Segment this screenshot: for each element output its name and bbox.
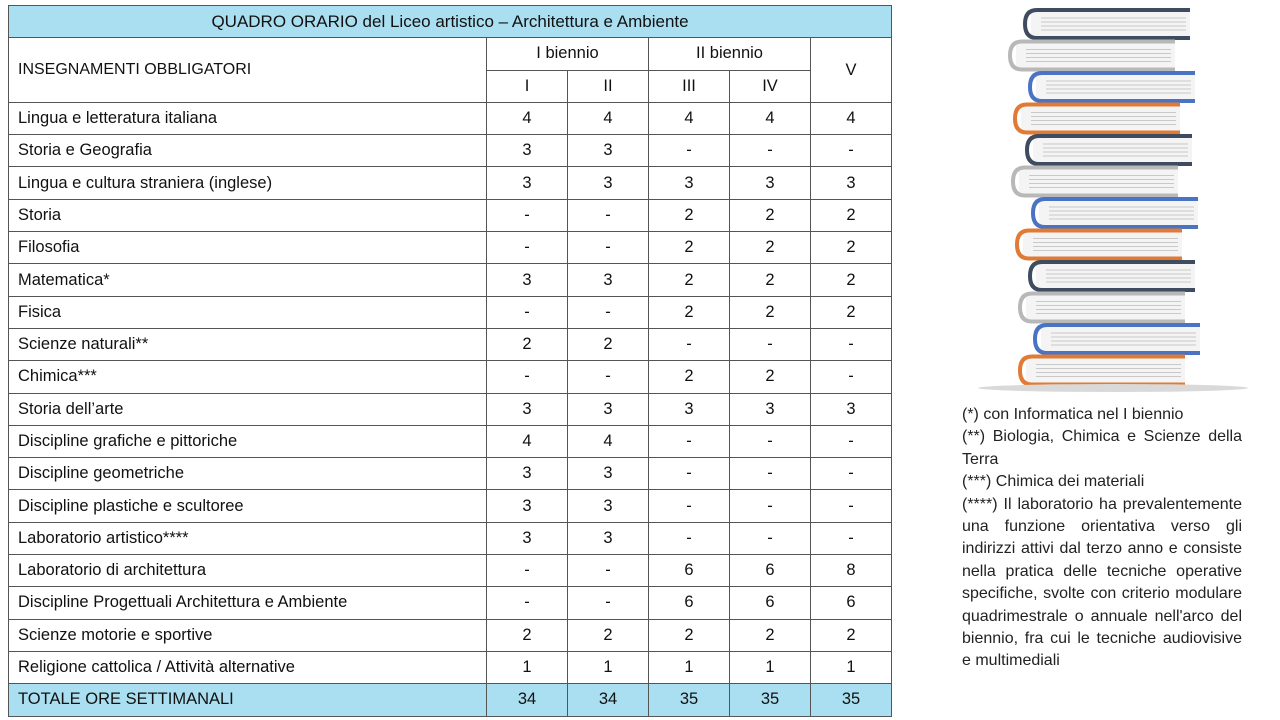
year-header-iii: III [649, 70, 730, 102]
table-row [9, 651, 892, 683]
hours-cell: 3 [568, 135, 649, 167]
hours-cell: - [811, 135, 892, 167]
hours-cell: 4 [487, 102, 568, 134]
hours-cell: - [730, 135, 811, 167]
table-row [9, 619, 892, 651]
total-row [9, 684, 892, 716]
table-row [9, 555, 892, 587]
hours-cell: 2 [811, 199, 892, 231]
footnotes [962, 404, 1242, 673]
subject-cell: Fisica [9, 296, 487, 328]
hours-cell: - [730, 522, 811, 554]
subject-cell: Matematica* [9, 264, 487, 296]
hours-cell: - [487, 361, 568, 393]
hours-cell: 2 [568, 328, 649, 360]
hours-cell: 2 [649, 264, 730, 296]
table-row [9, 102, 892, 134]
hours-cell: 3 [568, 522, 649, 554]
hours-cell: - [568, 361, 649, 393]
hours-cell: - [649, 490, 730, 522]
hours-cell: - [730, 328, 811, 360]
hours-cell: - [487, 296, 568, 328]
hours-cell: - [568, 232, 649, 264]
hours-cell: - [730, 490, 811, 522]
hours-cell: 2 [568, 619, 649, 651]
hours-cell: - [811, 328, 892, 360]
hours-cell: 8 [811, 555, 892, 587]
year-header-ii: II [568, 70, 649, 102]
hours-cell: 3 [487, 522, 568, 554]
hours-cell: 1 [568, 651, 649, 683]
hours-cell: 3 [568, 490, 649, 522]
subject-cell: Scienze motorie e sportive [9, 619, 487, 651]
hours-cell: 3 [568, 458, 649, 490]
hours-cell: - [649, 135, 730, 167]
hours-cell: 3 [487, 458, 568, 490]
hours-cell: 2 [649, 232, 730, 264]
hours-cell: - [568, 199, 649, 231]
hours-cell: 3 [730, 393, 811, 425]
hours-cell: - [649, 425, 730, 457]
hours-cell: 6 [730, 587, 811, 619]
hours-cell: 2 [811, 232, 892, 264]
hours-cell: - [811, 458, 892, 490]
footnote: (****) Il laboratorio ha prevalentemente una funzione orientativa verso gli indirizzi attivi dal terzo anno e consiste nella pratica delle tecniche operative specifiche, svolte con criterio modulare quadrimestrale o annuale nell'arco del biennio, fra cui le tecniche audiovisive e multimediali [962, 495, 1242, 670]
hours-cell: - [568, 296, 649, 328]
year-header-iv: IV [730, 70, 811, 102]
subject-cell: Discipline plastiche e scultoree [9, 490, 487, 522]
table-row [9, 425, 892, 457]
hours-cell: 3 [811, 167, 892, 199]
table-row [9, 296, 892, 328]
stack-of-books-icon [975, 5, 1250, 395]
total-hours-cell: 35 [649, 684, 730, 716]
total-label: TOTALE ORE SETTIMANALI [9, 684, 487, 716]
hours-cell: 6 [730, 555, 811, 587]
subject-cell: Religione cattolica / Attività alternative [9, 651, 487, 683]
hours-cell: 2 [730, 199, 811, 231]
hours-cell: 1 [730, 651, 811, 683]
hours-cell: - [730, 458, 811, 490]
hours-cell: 4 [730, 102, 811, 134]
hours-cell: - [487, 555, 568, 587]
hours-cell: 1 [487, 651, 568, 683]
hours-cell: - [568, 587, 649, 619]
subject-cell: Storia dell’arte [9, 393, 487, 425]
hours-cell: 2 [811, 619, 892, 651]
hours-cell: 3 [487, 393, 568, 425]
year-header-i: I [487, 70, 568, 102]
hours-cell: 3 [811, 393, 892, 425]
table-row [9, 264, 892, 296]
table-row [9, 328, 892, 360]
hours-cell: - [649, 522, 730, 554]
hours-cell: - [568, 555, 649, 587]
subject-cell: Storia [9, 199, 487, 231]
hours-cell: 2 [730, 264, 811, 296]
subject-cell: Filosofia [9, 232, 487, 264]
table-row [9, 135, 892, 167]
year-header-v: V [811, 38, 892, 103]
hours-cell: 2 [811, 296, 892, 328]
hours-cell: 2 [649, 199, 730, 231]
hours-cell: - [487, 199, 568, 231]
hours-cell: 2 [730, 361, 811, 393]
hours-cell: - [730, 425, 811, 457]
hours-cell: 4 [568, 102, 649, 134]
hours-cell: 2 [811, 264, 892, 296]
hours-cell: 6 [649, 587, 730, 619]
subject-cell: Chimica*** [9, 361, 487, 393]
subject-cell: Discipline Progettuali Architettura e Ambiente [9, 587, 487, 619]
table-row [9, 522, 892, 554]
hours-cell: 4 [487, 425, 568, 457]
schedule-table [8, 5, 892, 717]
subject-cell: Lingua e cultura straniera (inglese) [9, 167, 487, 199]
hours-cell: 1 [649, 651, 730, 683]
hours-cell: 3 [568, 393, 649, 425]
hours-cell: 2 [649, 296, 730, 328]
hours-cell: 3 [649, 393, 730, 425]
hours-cell: - [487, 232, 568, 264]
table-row [9, 393, 892, 425]
subject-cell: Discipline geometriche [9, 458, 487, 490]
subject-cell: Discipline grafiche e pittoriche [9, 425, 487, 457]
total-hours-cell: 34 [568, 684, 649, 716]
hours-cell: 4 [568, 425, 649, 457]
hours-cell: 4 [811, 102, 892, 134]
hours-cell: 3 [568, 264, 649, 296]
hours-cell: 3 [487, 167, 568, 199]
subject-cell: Laboratorio di architettura [9, 555, 487, 587]
hours-cell: 3 [487, 135, 568, 167]
hours-cell: 3 [730, 167, 811, 199]
subject-cell: Scienze naturali** [9, 328, 487, 360]
hours-cell: 3 [487, 490, 568, 522]
hours-cell: 2 [649, 619, 730, 651]
hours-cell: 2 [487, 328, 568, 360]
table-title [9, 6, 892, 38]
footnote: (***) Chimica dei materiali [962, 473, 1145, 491]
footnote: (**) Biologia, Chimica e Scienze della Terra [962, 428, 1242, 468]
hours-cell: 2 [649, 361, 730, 393]
hours-cell: 1 [811, 651, 892, 683]
table-row [9, 587, 892, 619]
hours-cell: - [649, 328, 730, 360]
hours-cell: - [487, 587, 568, 619]
table-row [9, 232, 892, 264]
table-row [9, 458, 892, 490]
hours-cell: 6 [811, 587, 892, 619]
hours-cell: - [649, 458, 730, 490]
hours-cell: 2 [487, 619, 568, 651]
subject-cell: Laboratorio artistico**** [9, 522, 487, 554]
table-row [9, 167, 892, 199]
table-row [9, 361, 892, 393]
hours-cell: 3 [649, 167, 730, 199]
total-hours-cell: 34 [487, 684, 568, 716]
total-hours-cell: 35 [811, 684, 892, 716]
hours-cell: - [811, 522, 892, 554]
hours-cell: 2 [730, 619, 811, 651]
total-hours-cell: 35 [730, 684, 811, 716]
hours-cell: 2 [730, 232, 811, 264]
subjects-header: INSEGNAMENTI OBBLIGATORI [9, 38, 487, 103]
hours-cell: 6 [649, 555, 730, 587]
group-header-biennio-1: I biennio [487, 38, 649, 70]
table-row [9, 490, 892, 522]
hours-cell: 3 [487, 264, 568, 296]
hours-cell: - [811, 361, 892, 393]
hours-cell: 4 [649, 102, 730, 134]
subject-cell: Lingua e letteratura italiana [9, 102, 487, 134]
footnote: (*) con Informatica nel I biennio [962, 406, 1184, 423]
hours-cell: - [811, 490, 892, 522]
subject-cell: Storia e Geografia [9, 135, 487, 167]
hours-cell: 3 [568, 167, 649, 199]
table-row [9, 199, 892, 231]
table-title-text: QUADRO ORARIO del Liceo artistico – Architettura e Ambiente [211, 11, 689, 31]
hours-cell: 2 [730, 296, 811, 328]
hours-cell: - [811, 425, 892, 457]
group-header-biennio-2: II biennio [649, 38, 811, 70]
